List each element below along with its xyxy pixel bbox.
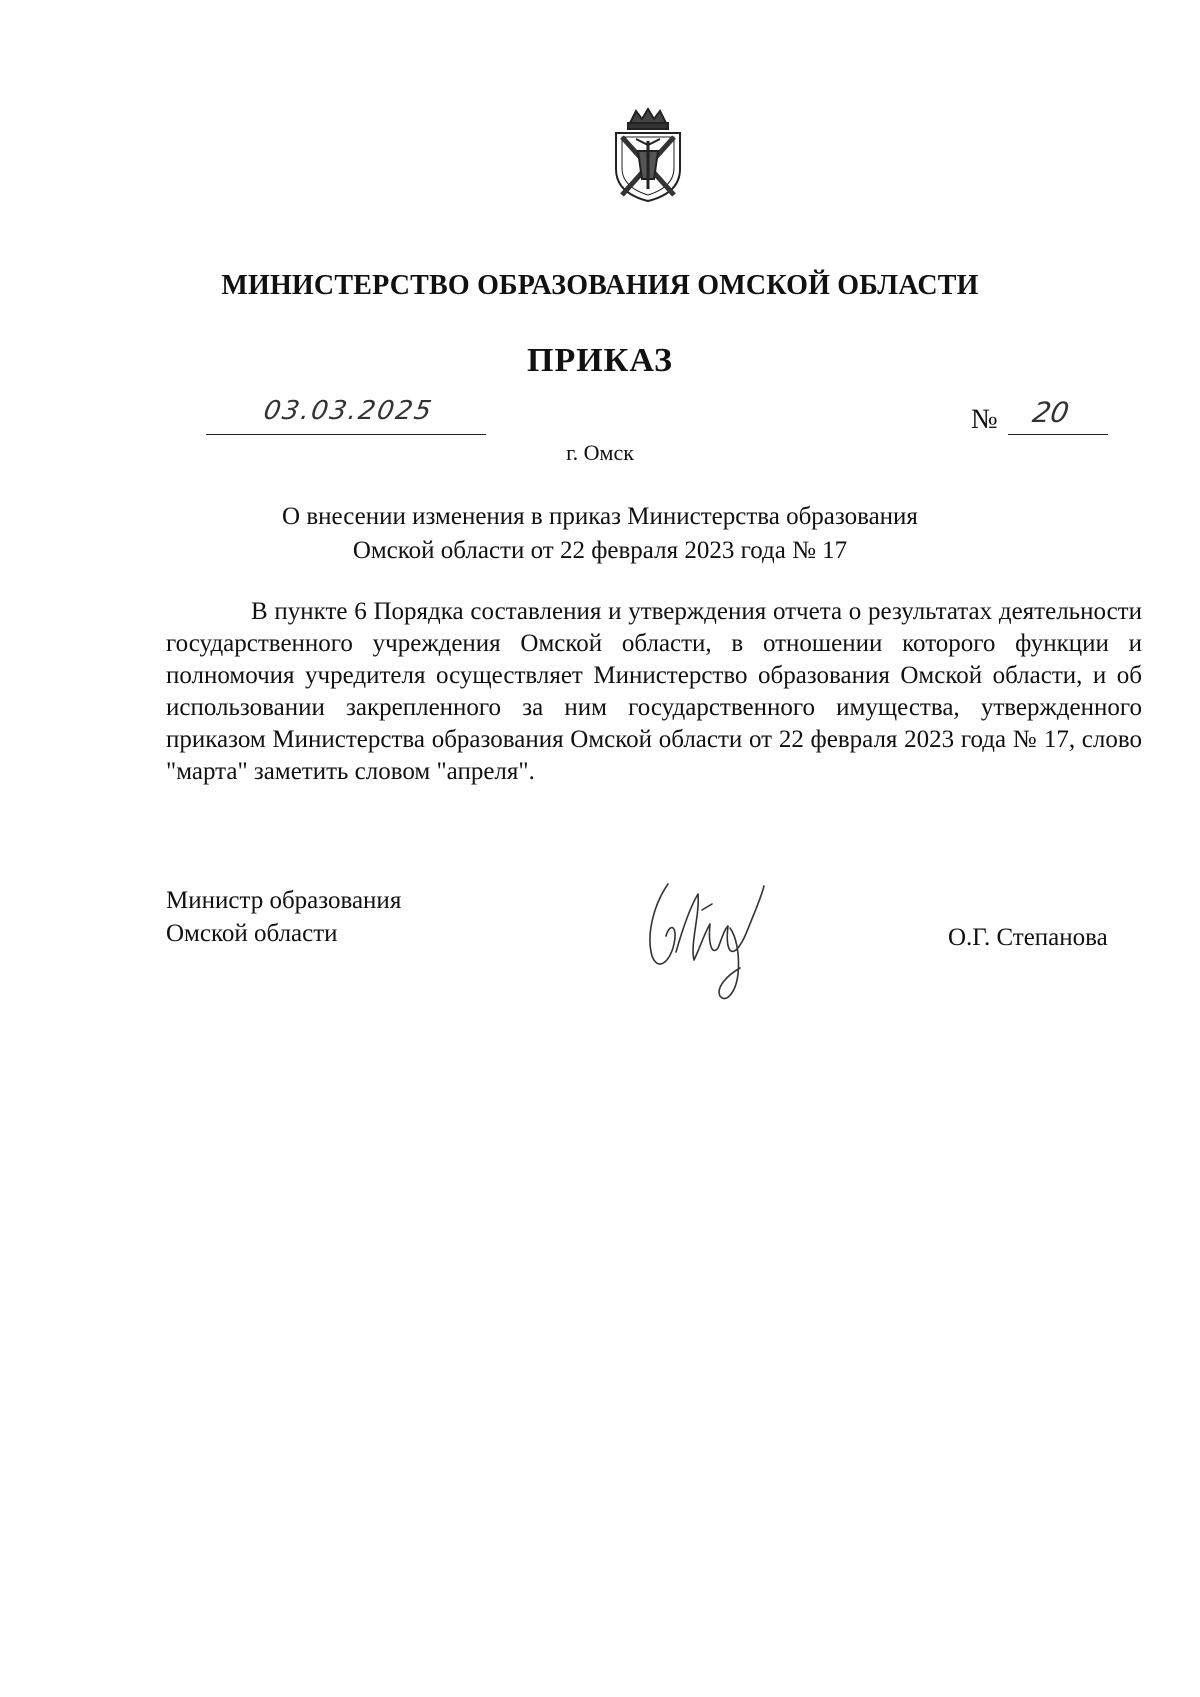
- signatory-name: О.Г. Степанова: [948, 924, 1108, 951]
- date-underline: [206, 434, 486, 435]
- order-number: 20: [1030, 396, 1072, 429]
- subject-line: Омской области от 22 февраля 2023 года № 17: [352, 537, 848, 564]
- position-line: Министр образования: [166, 887, 402, 914]
- handwritten-signature-icon: [640, 864, 810, 1014]
- omsk-coat-of-arms-icon: [608, 105, 688, 205]
- ministry-title: МИНИСТЕРСТВО ОБРАЗОВАНИЯ ОМСКОЙ ОБЛАСТИ: [221, 270, 979, 301]
- order-subject: [200, 500, 1000, 568]
- signatory-position: [166, 884, 401, 950]
- subject-line: О внесении изменения в приказ Министерства образования: [282, 503, 918, 530]
- number-underline: [1008, 434, 1108, 435]
- document-type-title: ПРИКАЗ: [527, 342, 673, 379]
- order-body-paragraph: В пункте 6 Порядка составления и утверждения отчета о результатах деятельности государственного учреждения Омской области, в отношении которого функции и полномочия учредителя осуществляет Министерство образования Омской области, и об использовании закрепленного за ним государственного имущества, утвержденного приказом Министерства образования Омской области от 22 февраля 2023 года № 17, слово "марта" заметить словом "апреля".: [166, 598, 1142, 785]
- order-date: 03.03.2025: [261, 396, 436, 426]
- number-sign: №: [971, 404, 998, 435]
- city-label: г. Омск: [566, 440, 634, 465]
- position-line: Омской области: [166, 920, 338, 947]
